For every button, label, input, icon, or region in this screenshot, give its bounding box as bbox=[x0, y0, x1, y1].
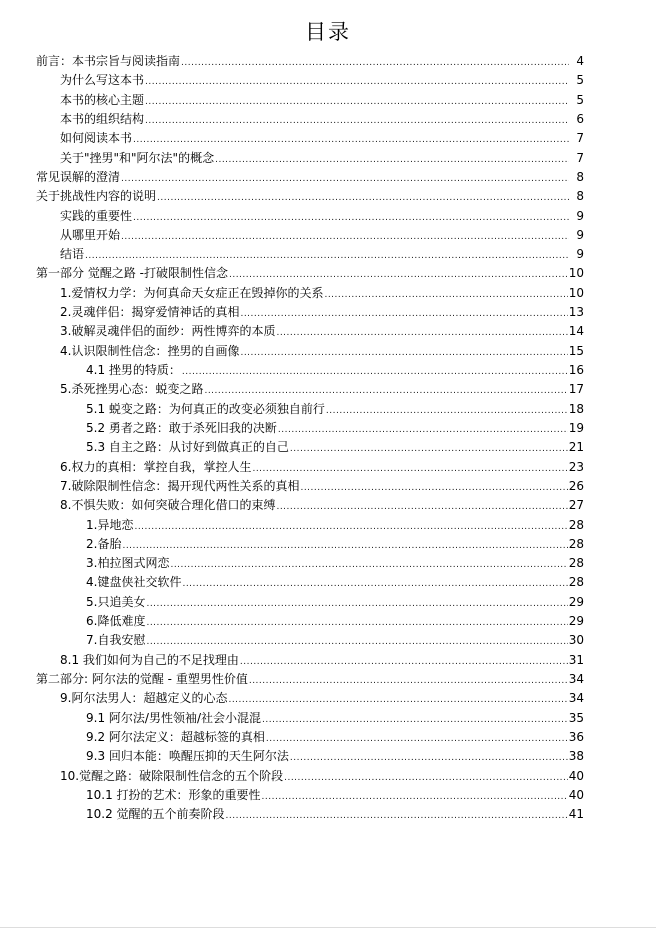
toc-entry[interactable] bbox=[36, 245, 584, 264]
toc-entry[interactable] bbox=[36, 71, 584, 90]
toc-entry-label: 2.备胎 bbox=[86, 536, 122, 551]
toc-entry[interactable] bbox=[36, 689, 584, 708]
dot-leader bbox=[182, 363, 568, 382]
dot-leader bbox=[134, 518, 567, 537]
toc-entry-page-number: 9 bbox=[576, 227, 584, 242]
toc-entry-page-number: 18 bbox=[568, 401, 584, 416]
dot-leader bbox=[145, 112, 569, 131]
dot-leader bbox=[284, 769, 568, 788]
toc-entry-page-number: 6 bbox=[576, 111, 584, 126]
dot-leader bbox=[249, 672, 568, 691]
toc-entry[interactable] bbox=[36, 168, 584, 187]
toc-entry-label: 5.只追美女 bbox=[86, 594, 146, 609]
dot-leader bbox=[228, 691, 567, 710]
toc-entry-page-number: 16 bbox=[568, 363, 584, 377]
toc-entry[interactable] bbox=[36, 438, 584, 457]
toc-entry[interactable] bbox=[36, 458, 584, 477]
toc-entry-page-number: 29 bbox=[568, 594, 584, 609]
toc-entry-label: 1.异地恋 bbox=[86, 517, 134, 532]
toc-entry-page-number: 28 bbox=[568, 575, 584, 590]
toc-entry-page-number: 21 bbox=[568, 440, 584, 455]
toc-list bbox=[36, 52, 584, 825]
toc-entry-page-number: 19 bbox=[568, 420, 584, 435]
toc-entry-label: 8.1 我们如何为自己的不足找理由 bbox=[60, 652, 239, 667]
toc-entry-page-number: 34 bbox=[568, 691, 584, 706]
toc-entry[interactable] bbox=[36, 226, 584, 245]
toc-entry[interactable] bbox=[36, 516, 584, 535]
toc-entry-page-number: 15 bbox=[568, 343, 584, 358]
toc-entry-label: 前言：本书宗旨与阅读指南 bbox=[36, 54, 181, 68]
toc-entry-label: 4.键盘侠社交软件 bbox=[86, 575, 182, 590]
dot-leader bbox=[133, 209, 569, 228]
dot-leader bbox=[122, 537, 567, 556]
toc-entry[interactable] bbox=[36, 728, 584, 747]
toc-entry-label: 本书的组织结构 bbox=[60, 111, 145, 126]
toc-entry-label: 3.破解灵魂伴侣的面纱：两性博弈的本质 bbox=[60, 324, 276, 339]
toc-entry-label: 6.降低难度 bbox=[86, 614, 146, 629]
toc-entry-label: 实践的重要性 bbox=[60, 208, 133, 223]
toc-entry[interactable] bbox=[36, 419, 584, 438]
toc-entry[interactable] bbox=[36, 207, 584, 226]
toc-entry-label: 5.杀死挫男心态：蜕变之路 bbox=[60, 382, 204, 397]
dot-leader bbox=[300, 479, 567, 498]
toc-title: 目录 bbox=[305, 20, 351, 44]
dot-leader bbox=[157, 189, 569, 208]
toc-entry[interactable] bbox=[36, 535, 584, 554]
toc-entry-page-number: 35 bbox=[568, 710, 584, 725]
toc-entry[interactable] bbox=[36, 612, 584, 631]
dot-leader bbox=[121, 170, 569, 189]
toc-entry-page-number: 23 bbox=[568, 459, 584, 474]
toc-entry-page-number: 29 bbox=[568, 614, 584, 629]
dot-leader bbox=[290, 749, 568, 768]
dot-leader bbox=[290, 440, 568, 459]
toc-entry-label: 4.1 挫男的特质： bbox=[86, 363, 181, 377]
toc-entry-page-number: 27 bbox=[568, 498, 584, 513]
toc-entry-label: 如何阅读本书 bbox=[60, 131, 133, 146]
toc-entry-label: 关于"挫男"和"阿尔法"的概念 bbox=[60, 150, 215, 165]
toc-entry[interactable] bbox=[36, 187, 584, 206]
toc-entry-label: 7.破除限制性信念：揭开现代两性关系的真相 bbox=[60, 478, 300, 493]
toc-entry-label: 4.认识限制性信念：挫男的自画像 bbox=[60, 343, 240, 358]
toc-entry[interactable] bbox=[36, 477, 584, 496]
toc-entry-label: 7.自我安慰 bbox=[86, 633, 146, 648]
toc-entry-label: 5.2 勇者之路：敢于杀死旧我的决断 bbox=[86, 420, 277, 435]
toc-entry-label: 结语 bbox=[60, 247, 85, 262]
toc-entry[interactable] bbox=[36, 129, 584, 148]
toc-entry-page-number: 5 bbox=[576, 73, 584, 88]
dot-leader bbox=[121, 228, 569, 247]
toc-entry-page-number: 8 bbox=[576, 169, 584, 184]
dot-leader bbox=[146, 595, 567, 614]
dot-leader bbox=[266, 730, 568, 749]
dot-leader bbox=[276, 498, 567, 517]
dot-leader bbox=[262, 711, 568, 730]
dot-leader bbox=[324, 286, 567, 305]
toc-entry[interactable] bbox=[36, 573, 584, 592]
toc-entry[interactable] bbox=[36, 110, 584, 129]
toc-entry-page-number: 38 bbox=[568, 749, 584, 764]
toc-entry-page-number: 26 bbox=[568, 478, 584, 493]
toc-entry[interactable] bbox=[36, 342, 584, 361]
dot-leader bbox=[215, 151, 569, 170]
toc-entry[interactable] bbox=[36, 709, 584, 728]
dot-leader bbox=[278, 421, 568, 440]
dot-leader bbox=[326, 402, 568, 421]
toc-entry-page-number: 34 bbox=[568, 672, 584, 686]
toc-entry-page-number: 13 bbox=[568, 305, 584, 320]
toc-entry[interactable] bbox=[36, 149, 584, 168]
toc-entry[interactable] bbox=[36, 52, 584, 71]
toc-entry-label: 为什么写这本书 bbox=[60, 73, 145, 88]
dot-leader bbox=[181, 54, 569, 73]
toc-entry-page-number: 9 bbox=[576, 247, 584, 262]
toc-entry-label: 9.1 阿尔法/男性领袖/社会小混混 bbox=[86, 710, 261, 725]
toc-entry-label: 2.灵魂伴侣：揭穿爱情神话的真相 bbox=[60, 305, 240, 320]
toc-entry-label: 从哪里开始 bbox=[60, 227, 121, 242]
toc-entry-label: 第二部分: 阿尔法的觉醒 - 重塑男性价值 bbox=[36, 672, 248, 686]
toc-entry[interactable] bbox=[36, 496, 584, 515]
dot-leader bbox=[145, 73, 569, 92]
toc-entry-page-number: 7 bbox=[576, 131, 584, 146]
toc-entry-page-number: 4 bbox=[576, 54, 584, 68]
toc-entry[interactable] bbox=[36, 284, 584, 303]
toc-entry[interactable] bbox=[36, 91, 584, 110]
dot-leader bbox=[276, 324, 567, 343]
toc-entry-label: 5.1 蜕变之路：为何真正的改变必须独自前行 bbox=[86, 401, 325, 416]
toc-entry[interactable] bbox=[36, 651, 584, 670]
toc-entry[interactable] bbox=[36, 264, 584, 283]
toc-entry-label: 第一部分 觉醒之路 -打破限制性信念 bbox=[36, 266, 228, 281]
toc-entry-label: 3.柏拉图式网恋 bbox=[86, 556, 170, 571]
toc-entry-label: 常见误解的澄清 bbox=[36, 169, 121, 184]
toc-entry-page-number: 10 bbox=[568, 266, 584, 281]
toc-entry-label: 9.3 回归本能：唤醒压抑的天生阿尔法 bbox=[86, 749, 289, 764]
toc-entry-page-number: 41 bbox=[568, 807, 584, 822]
toc-entry[interactable] bbox=[36, 303, 584, 322]
toc-entry[interactable] bbox=[36, 786, 584, 805]
toc-entry[interactable] bbox=[36, 631, 584, 650]
toc-entry-page-number: 8 bbox=[576, 189, 584, 204]
toc-entry[interactable] bbox=[36, 400, 584, 419]
dot-leader bbox=[145, 93, 569, 112]
dot-leader bbox=[240, 344, 567, 363]
toc-entry-page-number: 36 bbox=[568, 729, 584, 744]
toc-entry-label: 10.1 打扮的艺术：形象的重要性 bbox=[86, 787, 261, 802]
toc-entry[interactable] bbox=[36, 322, 584, 341]
toc-entry-page-number: 10 bbox=[568, 285, 584, 300]
toc-entry-page-number: 40 bbox=[568, 768, 584, 783]
toc-entry[interactable] bbox=[36, 747, 584, 766]
toc-entry[interactable] bbox=[36, 593, 584, 612]
toc-entry-page-number: 31 bbox=[568, 652, 584, 667]
toc-entry-page-number: 28 bbox=[568, 517, 584, 532]
page-bottom-divider bbox=[0, 927, 656, 928]
toc-entry-page-number: 28 bbox=[568, 556, 584, 571]
toc-entry-label: 10.2 觉醒的五个前奏阶段 bbox=[86, 807, 225, 822]
dot-leader bbox=[146, 614, 567, 633]
toc-entry-label: 本书的核心主题 bbox=[60, 92, 145, 107]
dot-leader bbox=[240, 653, 568, 672]
toc-entry[interactable] bbox=[36, 380, 584, 399]
toc-entry-label: 关于挑战性内容的说明 bbox=[36, 189, 157, 204]
dot-leader bbox=[182, 575, 567, 594]
toc-entry-page-number: 28 bbox=[568, 536, 584, 551]
toc-entry[interactable] bbox=[36, 361, 584, 380]
dot-leader bbox=[170, 556, 567, 575]
toc-entry[interactable] bbox=[36, 767, 584, 786]
toc-entry-label: 6.权力的真相：掌控自我，掌控人生 bbox=[60, 459, 252, 474]
dot-leader bbox=[226, 807, 568, 826]
toc-entry-page-number: 9 bbox=[576, 208, 584, 223]
dot-leader bbox=[240, 305, 567, 324]
toc-entry-page-number: 30 bbox=[568, 633, 584, 648]
toc-entry-page-number: 14 bbox=[568, 324, 584, 339]
toc-entry-label: 1.爱情权力学：为何真命天女症正在毁掉你的关系 bbox=[60, 285, 324, 300]
toc-entry-label: 8.不惧失败：如何突破合理化借口的束缚 bbox=[60, 498, 276, 513]
toc-entry-page-number: 5 bbox=[576, 92, 584, 107]
toc-entry[interactable] bbox=[36, 554, 584, 573]
toc-entry[interactable] bbox=[36, 670, 584, 689]
toc-entry-page-number: 7 bbox=[576, 150, 584, 165]
toc-entry-label: 9.阿尔法男人：超越定义的心态 bbox=[60, 691, 228, 706]
toc-entry-page-number: 17 bbox=[568, 382, 584, 397]
dot-leader bbox=[262, 788, 568, 807]
toc-entry-label: 9.2 阿尔法定义：超越标签的真相 bbox=[86, 729, 265, 744]
toc-entry-page-number: 40 bbox=[568, 787, 584, 802]
toc-entry[interactable] bbox=[36, 805, 584, 824]
toc-entry-label: 10.觉醒之路：破除限制性信念的五个阶段 bbox=[60, 768, 284, 783]
toc-entry-label: 5.3 自主之路：从讨好到做真正的自己 bbox=[86, 440, 289, 455]
